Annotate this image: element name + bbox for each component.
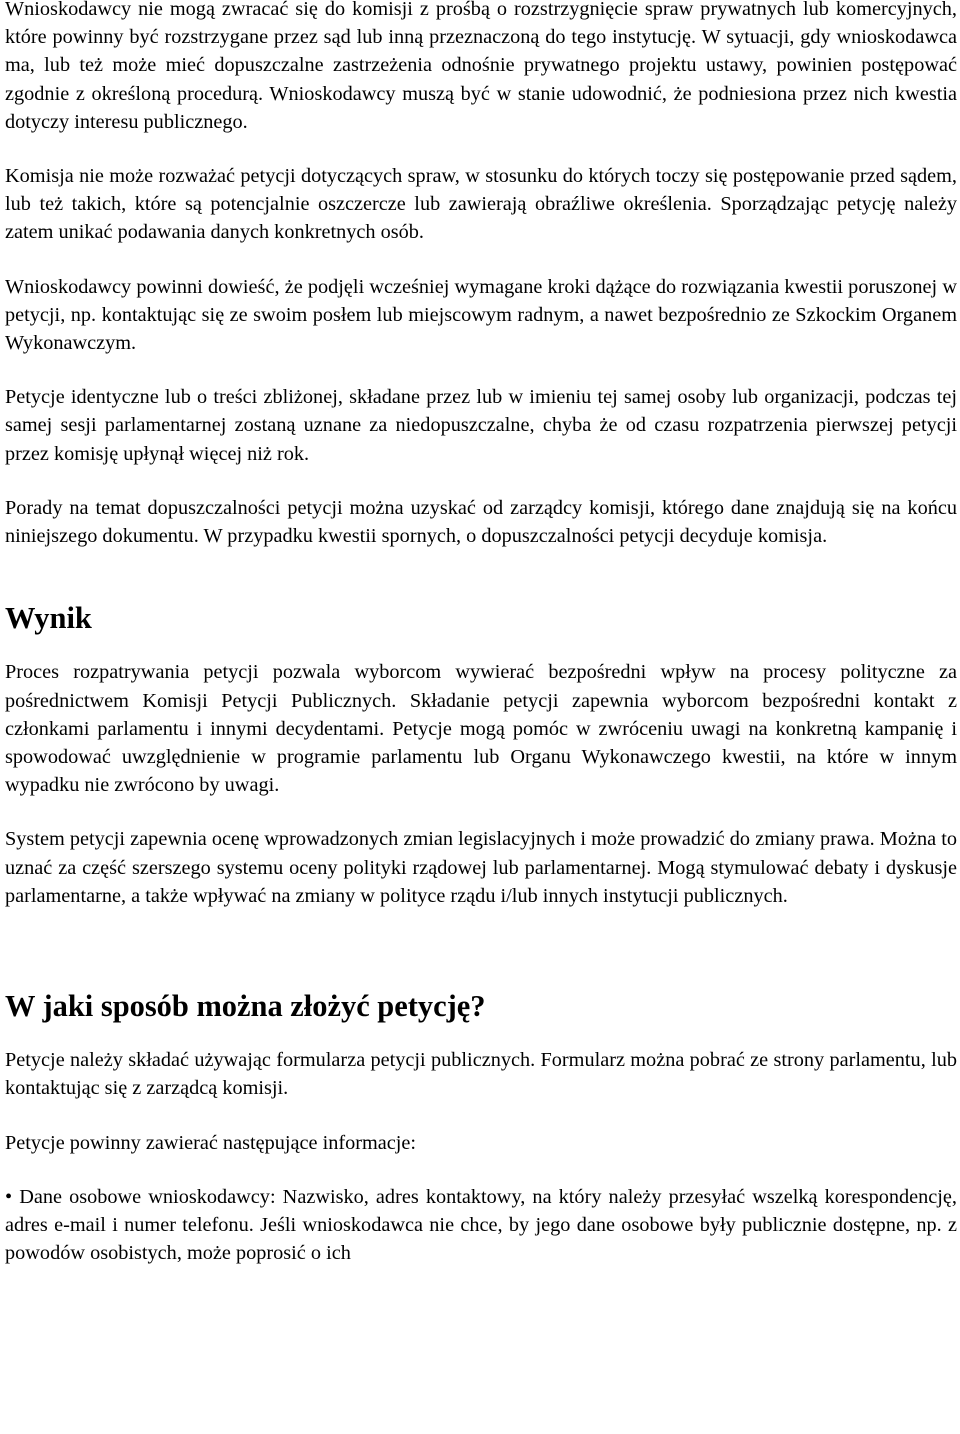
section-heading-how-to-submit: W jaki sposób można złożyć petycję? — [5, 989, 486, 1024]
paragraph-intro-3: Wnioskodawcy powinni dowieść, że podjęli wcześniej wymagane kroki dążące do rozwiązania kwestii poruszonej w petycji, np. kontaktując się ze swoim posłem lub miejscowym radnym, a nawet bezpośrednio ze Szkockim Organem Wykonawczym. — [5, 275, 957, 355]
paragraph-intro-5: Porady na temat dopuszczalności petycji można uzyskać od zarządcy komisji, którego dane znajdują się na końcu niniejszego dokumentu. W przypadku kwestii spornych, o dopuszczalności petycji decyduje komisja. — [5, 496, 957, 548]
paragraph-intro-2: Komisja nie może rozważać petycji dotyczących spraw, w stosunku do których toczy się postępowanie przed sądem, lub też takich, które są potencjalnie oszczercze lub zawierają obraźliwe określenia. Sporządzając petycję należy zatem unikać podawania danych konkretnych osób. — [5, 165, 957, 244]
section-heading-wynik: Wynik — [5, 601, 92, 636]
paragraph-how-2: Petycje powinny zawierać następujące informacje: — [5, 1131, 417, 1154]
paragraph-intro-4: Petycje identyczne lub o treści zbliżonej, składane przez lub w imieniu tej samej osoby lub organizacji, podczas tej samej sesji parlamentarnej zostaną uznane za niedopuszczalne, chyba że od czasu rozpatrzenia pierwszej petycji przez komisję upłynął więcej niż rok. — [5, 386, 957, 465]
paragraph-intro-1: Wnioskodawcy nie mogą zwracać się do komisji z prośbą o rozstrzygnięcie spraw prywatnych lub komercyjnych, które powinny być rozstrzygane przez sąd lub inną przeznaczoną do tego instytucję. W sytuacji, gdy wnioskodawca ma, lub też może mieć dopuszczalne zastrzeżenia odnośnie prywatnego projektu ustawy, powinien postępować zgodnie z określoną procedurą. Wnioskodawcy muszą być w stanie udowodnić, że podniesiona przez nich kwestia dotyczy interesu publicznego. — [5, 0, 957, 133]
list-item: • Dane osobowe wnioskodawcy: Nazwisko, adres kontaktowy, na który należy przesyłać wszelką korespondencję, adres e-mail i numer telefonu. Jeśli wnioskodawca nie chce, by jego dane osobowe były publicznie dostępne, np. z powodów osobistych, może poprosić o ich — [5, 1185, 957, 1265]
paragraph-wynik-1: Proces rozpatrywania petycji pozwala wyborcom wywierać bezpośredni wpływ na procesy polityczne za pośrednictwem Komisji Petycji Publicznych. Składanie petycji zapewnia wyborcom bezpośredni kontakt z członkami parlamentu i innymi decydentami. Petycje mogą pomóc w zwróceniu uwagi na konkretną kampanię i spowodować uwzględnienie w programie parlamentu lub Organu Wykonawczego kwestii, na które w innym wypadku nie zwrócono by uwagi. — [5, 661, 957, 797]
document-page — [5, 0, 957, 1268]
paragraph-wynik-2: System petycji zapewnia ocenę wprowadzonych zmian legislacyjnych i może prowadzić do zmiany prawa. Można to uznać za część szerszego systemu oceny polityki rządowej lub parlamentarnej. Mogą stymulować debaty i dyskusje parlamentarne, a także wpływać na zmiany w polityce rządu i/lub innych instytucji publicznych. — [5, 828, 957, 907]
required-info-list — [5, 1183, 957, 1268]
paragraph-how-1: Petycje należy składać używając formularza petycji publicznych. Formularz można pobrać ze strony parlamentu, lub kontaktując się z zarządcą komisji. — [5, 1049, 957, 1100]
